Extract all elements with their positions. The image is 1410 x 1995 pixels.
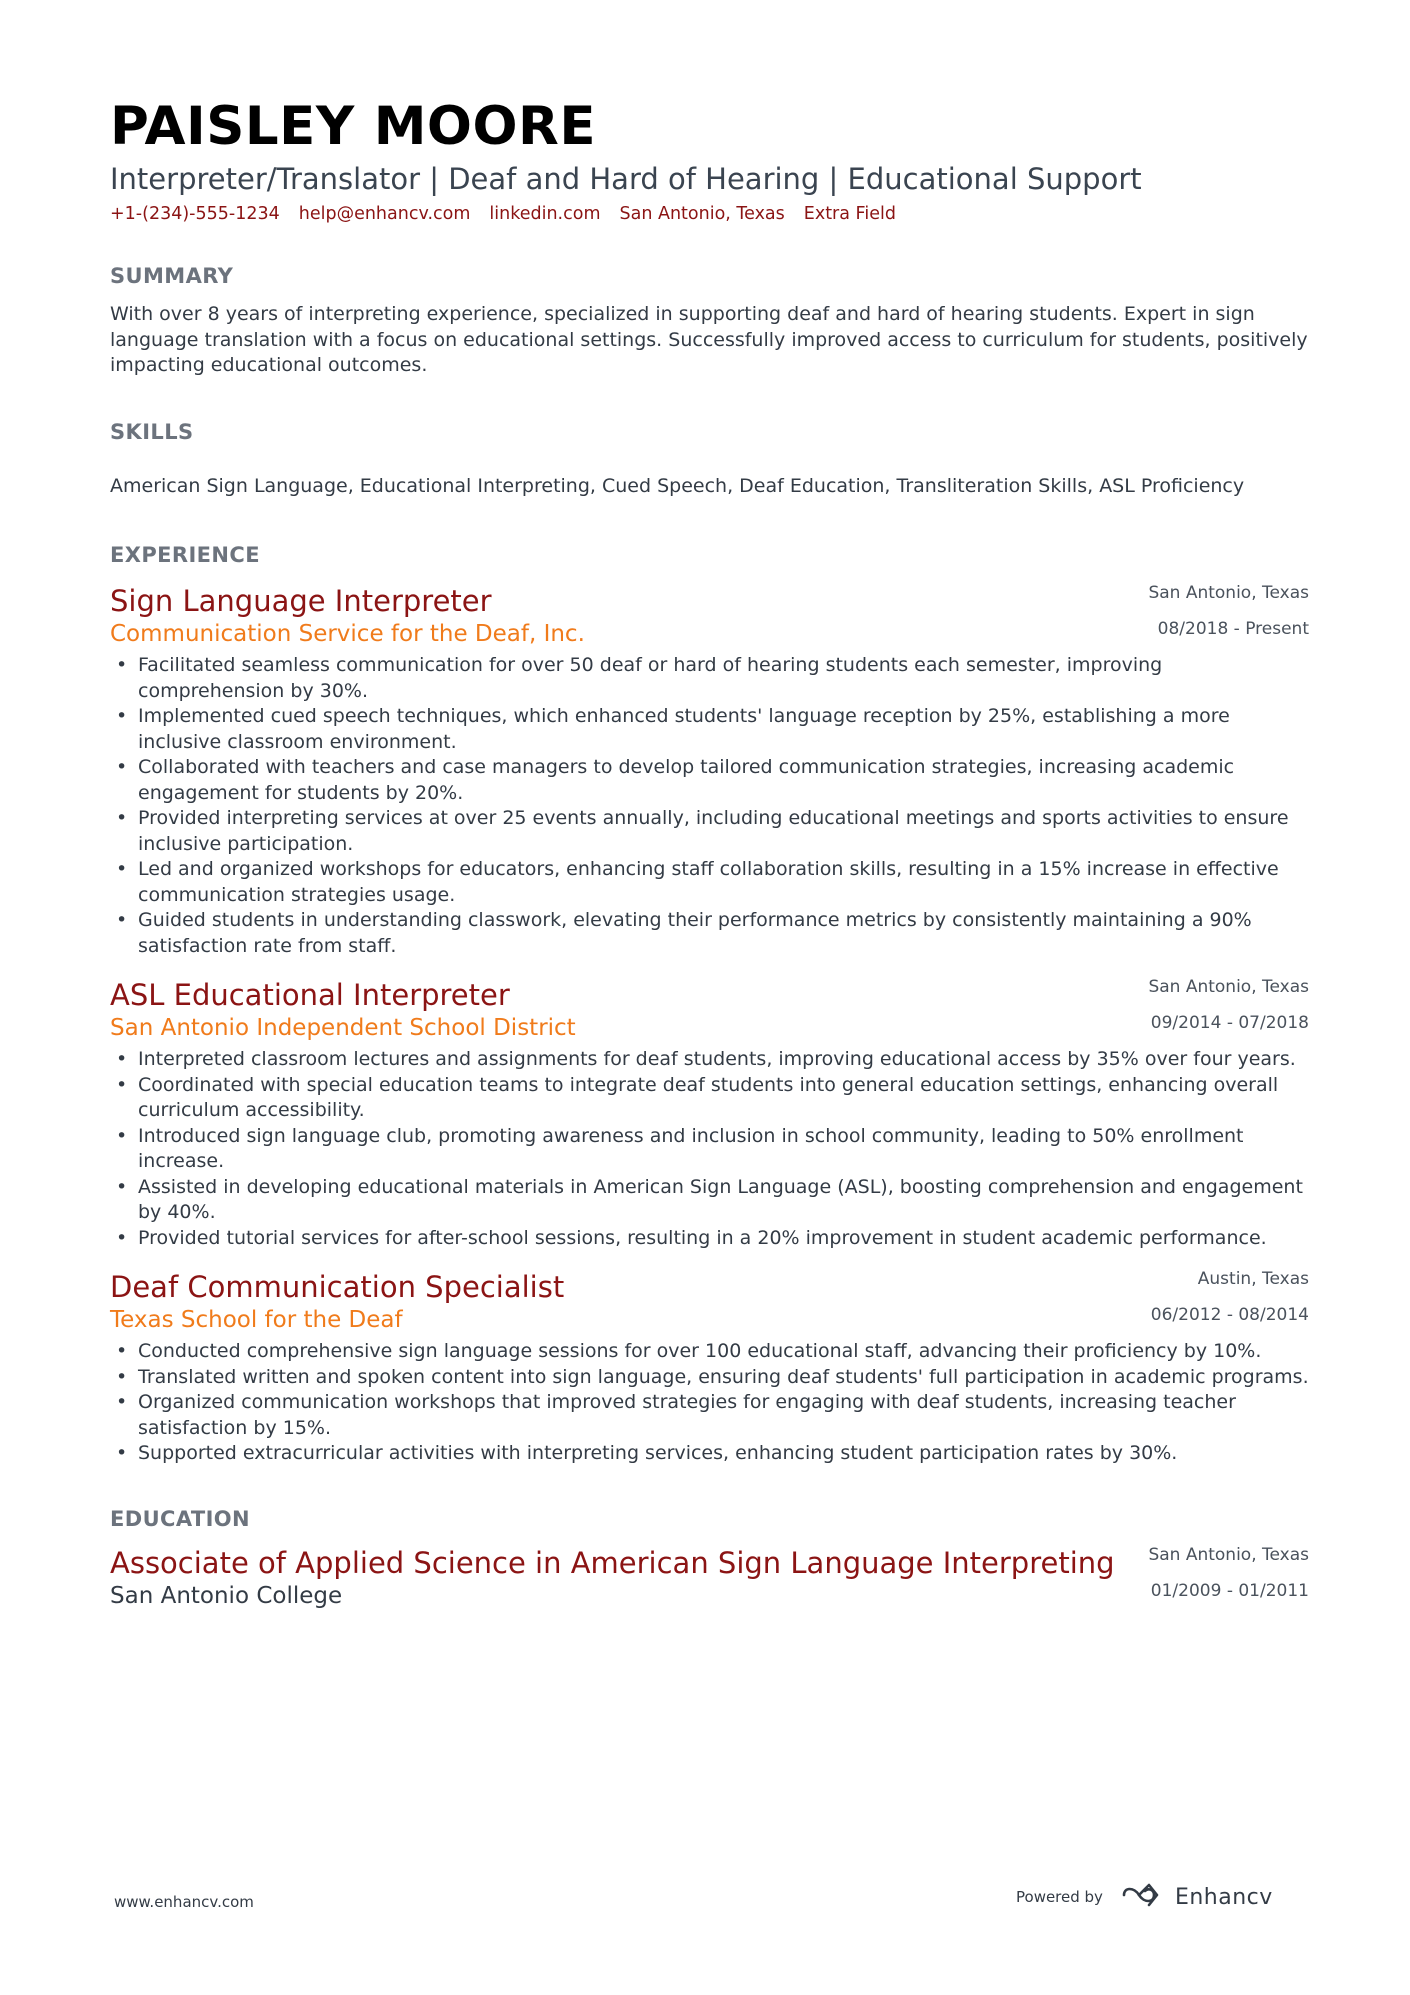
job-bullets — [110, 1339, 1310, 1467]
company-name: San Antonio Independent School District — [110, 1015, 576, 1041]
contact-list — [110, 202, 1310, 226]
skills-heading: SKILLS — [110, 419, 194, 444]
enhancv-logo-icon — [1121, 1882, 1167, 1912]
degree-title: Associate of Applied Science in American Sign Language Interpreting — [110, 1545, 1115, 1580]
contact-linkedin[interactable]: linkedin.com — [489, 204, 601, 224]
candidate-title: Interpreter/Translator | Deaf and Hard of Hearing | Educational Support — [110, 162, 1142, 196]
list-item: • Conducted comprehensive sign language sessions for over 100 educational staff, advancing their proficiency by 10%. — [110, 1339, 1310, 1365]
experience-entry — [110, 1269, 1310, 1467]
list-item: • Interpreted classroom lectures and assignments for deaf students, improving educational access by 35% over four years. — [110, 1047, 1310, 1073]
entry-location: San Antonio, Texas — [1148, 1544, 1309, 1565]
skills-text: American Sign Language, Educational Interpreting, Cued Speech, Deaf Education, Transliteration Skills, ASL Proficiency — [110, 474, 1245, 497]
entry-dates: 09/2014 - 07/2018 — [1150, 1013, 1309, 1033]
list-item: • Coordinated with special education teams to integrate deaf students into general education settings, enhancing overall curriculum accessibility. — [110, 1073, 1310, 1124]
job-title: Deaf Communication Specialist — [110, 1270, 565, 1304]
brand-name: Enhancv — [1174, 1884, 1273, 1910]
entry-location: San Antonio, Texas — [1148, 977, 1309, 997]
footer-website[interactable]: www.enhancv.com — [114, 1893, 254, 1911]
list-item: • Implemented cued speech techniques, which enhanced students' language reception by 25%, establishing a more inclusive classroom environment. — [110, 704, 1310, 755]
experience-entry — [110, 583, 1310, 959]
contact-email[interactable]: help@enhancv.com — [298, 204, 471, 224]
school-name: San Antonio College — [110, 1582, 343, 1609]
entry-location: San Antonio, Texas — [1148, 583, 1309, 603]
summary-heading: SUMMARY — [110, 264, 234, 288]
candidate-name: PAISLEY MOORE — [110, 96, 597, 157]
list-item: • Supported extracurricular activities with interpreting services, enhancing student participation rates by 30%. — [110, 1441, 1310, 1467]
company-name: Communication Service for the Deaf, Inc. — [110, 621, 585, 647]
list-item: • Guided students in understanding classwork, elevating their performance metrics by consistently maintaining a 90% satisfaction rate from staff. — [110, 908, 1310, 959]
list-item: • Provided tutorial services for after-school sessions, resulting in a 20% improvement in student academic performance. — [110, 1226, 1310, 1252]
job-title: ASL Educational Interpreter — [110, 978, 510, 1012]
list-item: • Facilitated seamless communication for over 50 deaf or hard of hearing students each semester, improving comprehension by 30%. — [110, 653, 1310, 704]
experience-heading: EXPERIENCE — [110, 543, 260, 567]
entry-dates: 01/2009 - 01/2011 — [1150, 1580, 1309, 1601]
education-entry — [110, 1545, 1310, 1611]
list-item: • Assisted in developing educational materials in American Sign Language (ASL), boosting comprehension and engagement by 40%. — [110, 1175, 1310, 1226]
contact-extra-field: Extra Field — [803, 204, 896, 224]
entry-dates: 08/2018 - Present — [1157, 619, 1309, 639]
list-item: • Introduced sign language club, promoting awareness and inclusion in school community, leading to 50% enrollment increase. — [110, 1124, 1310, 1175]
contact-location: San Antonio, Texas — [619, 204, 785, 224]
list-item: • Provided interpreting services at over 25 events annually, including educational meetings and sports activities to ensure inclusive participation. — [110, 806, 1310, 857]
entry-location: Austin, Texas — [1197, 1269, 1309, 1289]
contact-phone[interactable]: +1-(234)-555-1234 — [110, 204, 280, 224]
footer-branding — [1016, 1882, 1273, 1912]
education-heading: EDUCATION — [110, 1506, 251, 1531]
experience-entry — [110, 977, 1310, 1251]
job-bullets — [110, 653, 1310, 959]
list-item: • Organized communication workshops that improved strategies for engaging with deaf students, increasing teacher satisfaction by 15%. — [110, 1390, 1310, 1441]
brand-logo[interactable] — [1121, 1882, 1273, 1912]
list-item: • Collaborated with teachers and case managers to develop tailored communication strategies, increasing academic engagement for students by 20%. — [110, 755, 1310, 806]
powered-by-label: Powered by — [1016, 1888, 1103, 1906]
summary-text: With over 8 years of interpreting experience, specialized in supporting deaf and hard of hearing students. Expert in sign language translation with a focus on educational settings. Successfully improved access to curriculum for students, positively impacting educational outcomes. — [110, 303, 1308, 376]
job-title: Sign Language Interpreter — [110, 584, 492, 618]
job-bullets — [110, 1047, 1310, 1251]
list-item: • Translated written and spoken content into sign language, ensuring deaf students' full participation in academic programs. — [110, 1365, 1310, 1391]
company-name: Texas School for the Deaf — [110, 1307, 403, 1333]
list-item: • Led and organized workshops for educators, enhancing staff collaboration skills, resulting in a 15% increase in effective communication strategies usage. — [110, 857, 1310, 908]
resume-page — [110, 96, 1310, 1611]
entry-dates: 06/2012 - 08/2014 — [1150, 1305, 1309, 1325]
